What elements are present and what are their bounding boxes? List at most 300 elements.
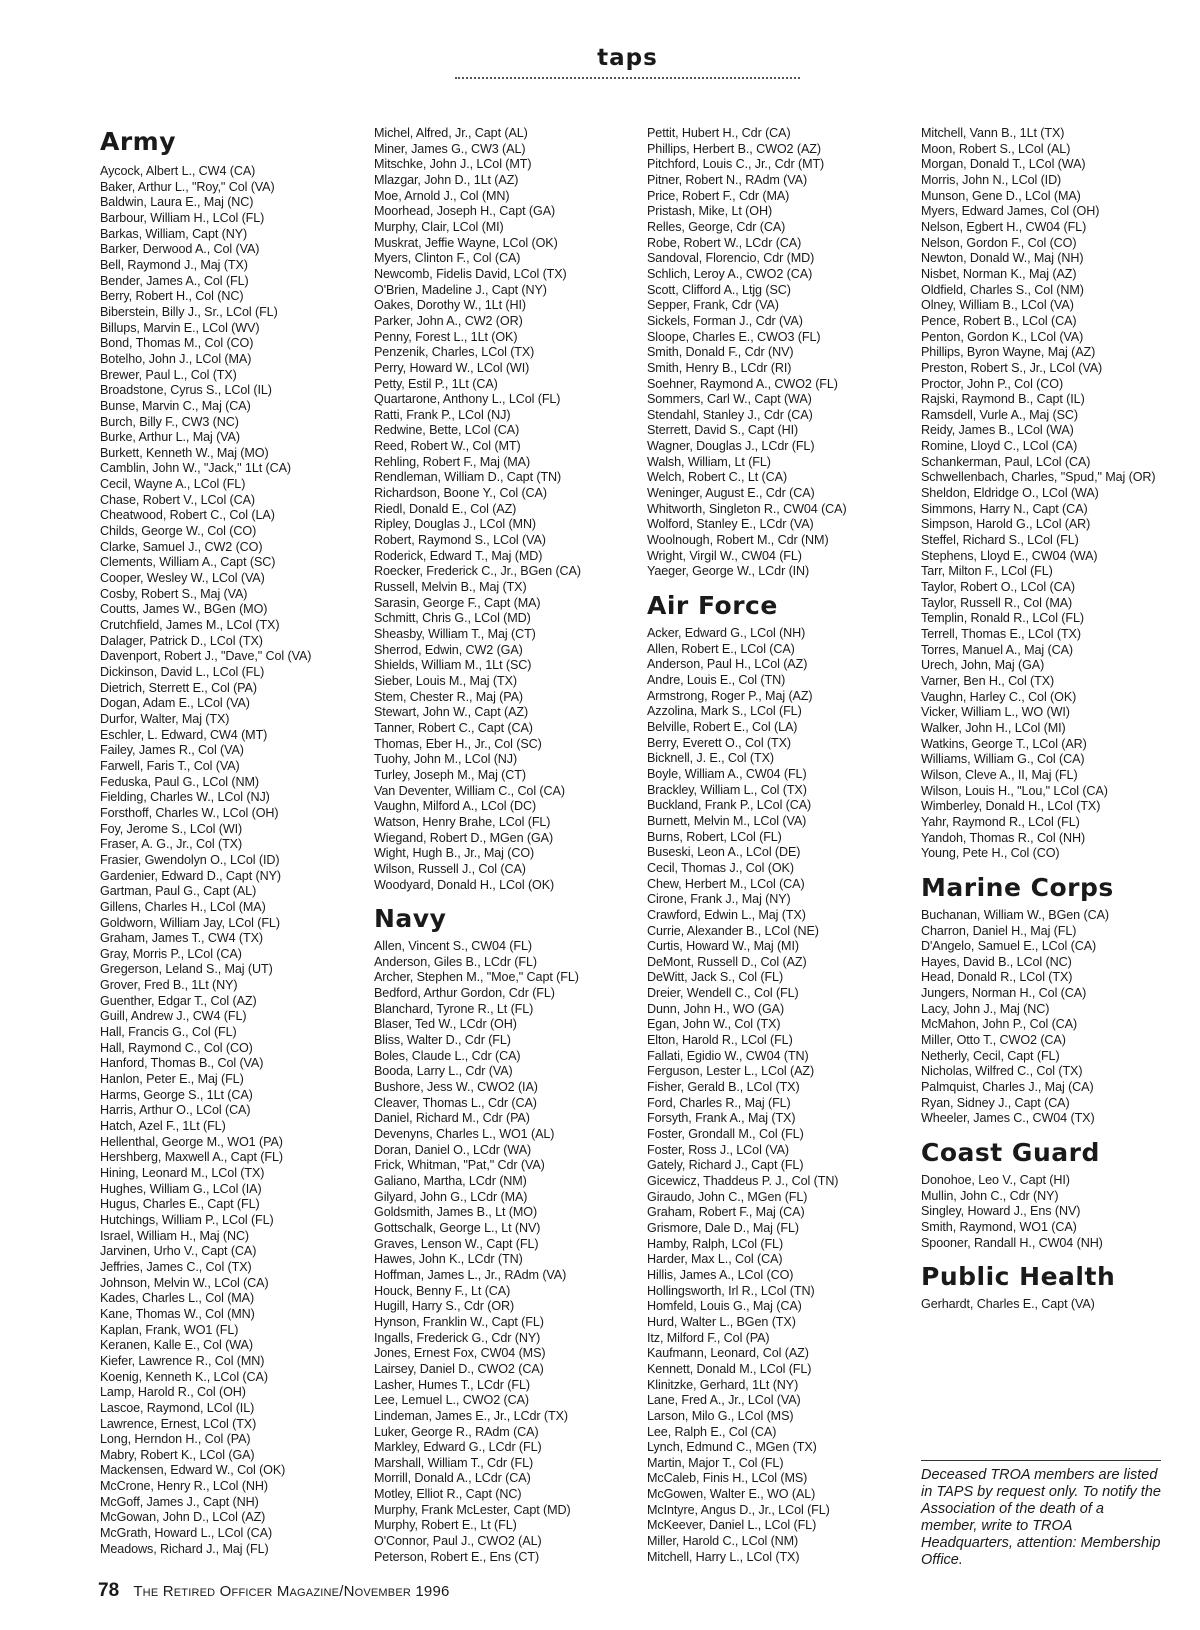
member-entry: Morrill, Donald A., LCdr (CA) — [374, 1471, 531, 1486]
member-entry: Miller, Otto T., CWO2 (CA) — [921, 1033, 1066, 1048]
member-entry: Roderick, Edward T., Maj (MD) — [374, 548, 543, 563]
member-entry: Davenport, Robert J., "Dave," Col (VA) — [100, 649, 312, 664]
member-entry: Sandoval, Florencio, Cdr (MD) — [647, 251, 815, 266]
member-entry: Olney, William B., LCol (VA) — [921, 298, 1074, 313]
member-entry: Hall, Francis G., Col (FL) — [100, 1025, 237, 1040]
member-entry: Riedl, Donald E., Col (AZ) — [374, 501, 517, 516]
member-entry: Walsh, William, Lt (FL) — [647, 454, 771, 469]
member-entry: Gilyard, John G., LCdr (MA) — [374, 1189, 528, 1204]
member-entry: Singley, Howard J., Ens (NV) — [921, 1204, 1081, 1219]
member-entry: Martin, Major T., Col (FL) — [647, 1455, 784, 1470]
member-entry: Van Deventer, William C., Col (CA) — [374, 783, 565, 798]
member-entry: Feduska, Paul G., LCol (NM) — [100, 774, 259, 789]
member-entry: Petty, Estil P., 1Lt (CA) — [374, 376, 498, 391]
member-entry: Bliss, Walter D., Cdr (FL) — [374, 1033, 511, 1048]
member-entry: Miller, Harold C., LCol (NM) — [647, 1534, 799, 1549]
member-entry: Gately, Richard J., Capt (FL) — [647, 1158, 804, 1173]
section-continued — [647, 126, 897, 580]
member-entry: McGowen, Walter E., WO (AL) — [647, 1487, 816, 1502]
member-entry: Nisbet, Norman K., Maj (AZ) — [921, 266, 1077, 281]
member-entry: Hutchings, William P., LCol (FL) — [100, 1212, 274, 1227]
member-entry: Keranen, Kalle E., Col (WA) — [100, 1338, 253, 1353]
member-entry: Reidy, James B., LCol (WA) — [921, 423, 1074, 438]
member-entry: Mitchell, Vann B., 1Lt (TX) — [921, 126, 1065, 140]
member-entry: Fielding, Charles W., LCol (NJ) — [100, 790, 270, 805]
member-entry: Smith, Henry B., LCdr (RI) — [647, 360, 792, 375]
member-entry: Myers, Edward James, Col (OH) — [921, 204, 1100, 219]
member-entry: Bond, Thomas M., Col (CO) — [100, 336, 254, 351]
member-entry: Mitchell, Harry L., LCol (TX) — [647, 1549, 800, 1564]
member-entry: Murphy, Clair, LCol (MI) — [374, 219, 504, 234]
member-entry: Childs, George W., Col (CO) — [100, 524, 257, 539]
member-entry: Goldworn, William Jay, LCol (FL) — [100, 915, 280, 930]
page-title: taps — [597, 45, 658, 71]
member-entry: Crutchfield, James M., LCol (TX) — [100, 618, 280, 633]
member-entry: Bushore, Jess W., CWO2 (IA) — [374, 1080, 538, 1095]
page-header — [455, 44, 800, 79]
member-entry: Young, Pete H., Col (CO) — [921, 846, 1060, 861]
member-entry: Sickels, Forman J., Cdr (VA) — [647, 313, 803, 328]
member-entry: Berry, Robert H., Col (NC) — [100, 289, 244, 304]
member-entry: Lane, Fred A., Jr., LCol (VA) — [647, 1393, 801, 1408]
member-entry: Stendahl, Stanley J., Cdr (CA) — [647, 407, 813, 422]
member-entry: Reed, Robert W., Col (MT) — [374, 439, 521, 454]
member-entry: Rendleman, William D., Capt (TN) — [374, 470, 562, 485]
member-entry: Pence, Robert B., LCol (CA) — [921, 313, 1077, 328]
member-entry: Gicewicz, Thaddeus P. J., Col (TN) — [647, 1174, 839, 1188]
member-entry: Weninger, August E., Cdr (CA) — [647, 486, 815, 501]
member-entry: Terrell, Thomas E., LCol (TX) — [921, 627, 1081, 641]
member-entry: Yaeger, George W., LCdr (IN) — [647, 564, 810, 579]
section-navy — [374, 905, 624, 1565]
member-entry: McGowan, John D., LCol (AZ) — [100, 1510, 266, 1525]
member-entry: Dogan, Adam E., LCol (VA) — [100, 696, 250, 711]
member-entry: Price, Robert F., Cdr (MA) — [647, 188, 790, 203]
member-entry: Ford, Charles R., Maj (FL) — [647, 1095, 791, 1110]
member-entry: Grismore, Dale D., Maj (FL) — [647, 1220, 799, 1235]
member-entry: Parker, John A., CW2 (OR) — [374, 313, 523, 328]
member-entry: Urech, John, Maj (GA) — [921, 658, 1045, 673]
member-entry: Sheldon, Eldridge O., LCol (WA) — [921, 486, 1099, 501]
member-entry: Guenther, Edgar T., Col (AZ) — [100, 993, 257, 1008]
section-heading: Marine Corps — [921, 872, 1114, 902]
member-entry: Tarr, Milton F., LCol (FL) — [921, 564, 1053, 579]
member-entry: Burke, Arthur L., Maj (VA) — [100, 430, 240, 445]
member-entry: Pettit, Hubert H., Cdr (CA) — [647, 126, 791, 140]
section-heading: Coast Guard — [921, 1138, 1100, 1168]
member-entry: Bunse, Marvin C., Maj (CA) — [100, 398, 251, 413]
member-entry: Pristash, Mike, Lt (OH) — [647, 204, 773, 219]
member-entry: Gillens, Charles H., LCol (MA) — [100, 899, 266, 914]
member-entry: Redwine, Bette, LCol (CA) — [374, 423, 520, 438]
member-entry: Gregerson, Leland S., Maj (UT) — [100, 962, 273, 977]
member-entry: Jones, Ernest Fox, CW04 (MS) — [374, 1346, 546, 1361]
member-entry: Graham, James T., CW4 (TX) — [100, 931, 264, 946]
member-entry: Anderson, Paul H., LCol (AZ) — [647, 657, 808, 672]
member-entry: Cooper, Wesley W., LCol (VA) — [100, 571, 265, 586]
member-entry: Wimberley, Donald H., LCol (TX) — [921, 799, 1101, 814]
member-entry: Walker, John H., LCol (MI) — [921, 720, 1066, 735]
member-entry: Doran, Daniel O., LCdr (WA) — [374, 1142, 532, 1157]
member-entry: Hall, Raymond C., Col (CO) — [100, 1040, 253, 1055]
member-entry: Anderson, Giles B., LCdr (FL) — [374, 954, 537, 969]
member-entry: Motley, Elliot R., Capt (NC) — [374, 1487, 522, 1502]
member-entry: Spooner, Randall H., CW04 (NH) — [921, 1235, 1103, 1250]
member-entry: Tuohy, John M., LCol (NJ) — [374, 752, 518, 767]
member-entry: Cecil, Thomas J., Col (OK) — [647, 860, 794, 875]
member-entry: Cheatwood, Robert C., Col (LA) — [100, 508, 275, 523]
member-entry: Hanlon, Peter E., Maj (FL) — [100, 1072, 244, 1087]
member-entry: Myers, Clinton F., Col (CA) — [374, 251, 521, 266]
member-entry: Ratti, Frank P., LCol (NJ) — [374, 407, 511, 422]
member-entry: DeMont, Russell D., Col (AZ) — [647, 954, 807, 969]
member-entry: Burch, Billy F., CW3 (NC) — [100, 414, 239, 429]
member-entry: Hamby, Ralph, LCol (FL) — [647, 1236, 784, 1251]
section-continued — [921, 126, 1196, 862]
member-entry: Preston, Robert S., Jr., LCol (VA) — [921, 360, 1103, 375]
member-entry: Miner, James G., CW3 (AL) — [374, 141, 526, 156]
member-entry: Harris, Arthur O., LCol (CA) — [100, 1103, 251, 1118]
page-number: 78 — [98, 1580, 120, 1601]
member-entry: Graham, Robert F., Maj (CA) — [647, 1205, 805, 1220]
member-entry: Yandoh, Thomas R., Col (NH) — [921, 830, 1086, 845]
member-entry: O'Connor, Paul J., CWO2 (AL) — [374, 1534, 542, 1549]
member-entry: Boyle, William A., CW04 (FL) — [647, 766, 807, 781]
member-entry: Woolnough, Robert M., Cdr (NM) — [647, 533, 829, 548]
member-entry: Rajski, Raymond B., Capt (IL) — [921, 392, 1085, 407]
member-entry: Watson, Henry Brahe, LCol (FL) — [374, 814, 551, 829]
member-entry: Kiefer, Lawrence R., Col (MN) — [100, 1353, 265, 1368]
member-entry: Hoffman, James L., Jr., RAdm (VA) — [374, 1267, 567, 1282]
member-entry: Larson, Milo G., LCol (MS) — [647, 1408, 794, 1423]
member-entry: Welch, Robert C., Lt (CA) — [647, 470, 788, 485]
member-entry: Munson, Gene D., LCol (MA) — [921, 188, 1081, 203]
member-entry: Muskrat, Jeffie Wayne, LCol (OK) — [374, 235, 558, 250]
member-entry: Scott, Clifford A., Ltjg (SC) — [647, 282, 791, 297]
member-entry: Wilson, Russell J., Col (CA) — [374, 861, 526, 876]
member-entry: Egan, John W., Col (TX) — [647, 1017, 781, 1032]
member-entry: Buckland, Frank P., LCol (CA) — [647, 798, 812, 813]
member-entry: Whitworth, Singleton R., CW04 (CA) — [647, 501, 847, 516]
member-entry: Cecil, Wayne A., LCol (FL) — [100, 477, 246, 492]
member-entry: Coutts, James W., BGen (MO) — [100, 602, 268, 617]
member-entry: Simmons, Harry N., Capt (CA) — [921, 501, 1088, 516]
member-entry: Gerhardt, Charles E., Capt (VA) — [921, 1297, 1095, 1312]
member-entry: Wheeler, James C., CW04 (TX) — [921, 1111, 1095, 1126]
member-entry: McGrath, Howard L., LCol (CA) — [100, 1526, 273, 1541]
member-entry: Kaufmann, Leonard, Col (AZ) — [647, 1346, 809, 1361]
member-entry: Giraudo, John C., MGen (FL) — [647, 1189, 808, 1204]
member-entry: Sieber, Louis M., Maj (TX) — [374, 673, 517, 688]
member-entry: Wilson, Louis H., "Lou," LCol (CA) — [921, 783, 1108, 798]
member-entry: Schankerman, Paul, LCol (CA) — [921, 454, 1091, 469]
member-entry: Soehner, Raymond A., CWO2 (FL) — [647, 376, 838, 391]
member-entry: Lawrence, Ernest, LCol (TX) — [100, 1416, 257, 1431]
member-entry: Tanner, Robert C., Capt (CA) — [374, 720, 533, 735]
member-entry: Ryan, Sidney J., Capt (CA) — [921, 1095, 1070, 1110]
member-entry: Nelson, Gordon F., Col (CO) — [921, 235, 1077, 250]
member-entry: Yahr, Raymond R., LCol (FL) — [921, 814, 1080, 829]
member-entry: Wiegand, Robert D., MGen (GA) — [374, 830, 554, 845]
member-entry: Belville, Robert E., Col (LA) — [647, 719, 798, 734]
member-entry: Acker, Edward G., LCol (NH) — [647, 626, 806, 641]
member-entry: Farwell, Faris T., Col (VA) — [100, 758, 240, 773]
member-entry: Burkett, Kenneth W., Maj (MO) — [100, 445, 269, 460]
member-entry: McMahon, John P., Col (CA) — [921, 1017, 1078, 1032]
member-entry: Cirone, Frank J., Maj (NY) — [647, 892, 791, 907]
member-entry: Chase, Robert V., LCol (CA) — [100, 492, 256, 507]
member-entry: Woodyard, Donald H., LCol (OK) — [374, 877, 555, 892]
member-entry: Homfeld, Louis G., Maj (CA) — [647, 1299, 802, 1314]
member-entry: Forsyth, Frank A., Maj (TX) — [647, 1111, 796, 1126]
member-entry: Robert, Raymond S., LCol (VA) — [374, 533, 546, 548]
member-entry: Klinitzke, Gerhard, 1Lt (NY) — [647, 1377, 799, 1392]
member-entry: Watkins, George T., LCol (AR) — [921, 736, 1087, 751]
member-entry: Lee, Ralph E., Col (CA) — [647, 1424, 777, 1439]
member-entry: Billups, Marvin E., LCol (WV) — [100, 320, 260, 335]
member-entry: Jeffries, James C., Col (TX) — [100, 1259, 252, 1274]
member-entry: Houck, Benny F., Lt (CA) — [374, 1283, 511, 1298]
member-entry: Charron, Daniel H., Maj (FL) — [921, 923, 1077, 938]
member-entry: Foy, Jerome S., LCol (WI) — [100, 821, 243, 836]
member-entry: Dunn, John H., WO (GA) — [647, 1001, 785, 1016]
member-entry: Meadows, Richard J., Maj (FL) — [100, 1541, 269, 1556]
member-entry: Azzolina, Mark S., LCol (FL) — [647, 704, 802, 719]
member-entry: Clarke, Samuel J., CW2 (CO) — [100, 539, 263, 554]
column-2 — [374, 126, 624, 1577]
member-entry: Dreier, Wendell C., Col (FL) — [647, 986, 799, 1001]
member-entry: Thomas, Eber H., Jr., Col (SC) — [374, 736, 542, 751]
member-entry: Grover, Fred B., 1Lt (NY) — [100, 978, 238, 993]
member-entry: Luker, George R., RAdm (CA) — [374, 1424, 539, 1439]
member-entry: Gottschalk, George L., Lt (NV) — [374, 1220, 541, 1235]
section-heading: Air Force — [647, 591, 778, 621]
member-entry: Chew, Herbert M., LCol (CA) — [647, 876, 805, 891]
member-entry: Bedford, Arthur Gordon, Cdr (FL) — [374, 986, 555, 1001]
member-entry: Perry, Howard W., LCol (WI) — [374, 360, 530, 375]
member-entry: Penny, Forest L., 1Lt (OK) — [374, 329, 518, 344]
member-entry: Koenig, Kenneth K., LCol (CA) — [100, 1369, 268, 1384]
member-entry: Hellenthal, George M., WO1 (PA) — [100, 1134, 283, 1149]
member-entry: Mitschke, John J., LCol (MT) — [374, 157, 532, 172]
member-entry: DeWitt, Jack S., Col (FL) — [647, 970, 784, 985]
member-entry: Rehling, Robert F., Maj (MA) — [374, 454, 531, 469]
member-entry: Hershberg, Maxwell A., Capt (FL) — [100, 1150, 283, 1165]
member-entry: Dickinson, David L., LCol (FL) — [100, 665, 265, 679]
member-entry: Ferguson, Lester L., LCol (AZ) — [647, 1064, 815, 1079]
member-entry: Hugill, Harry S., Cdr (OR) — [374, 1299, 515, 1314]
member-entry: Gardenier, Edward D., Capt (NY) — [100, 868, 281, 883]
member-entry: Palmquist, Charles J., Maj (CA) — [921, 1080, 1094, 1095]
member-entry: Nicholas, Wilfred C., Col (TX) — [921, 1064, 1083, 1079]
member-entry: Eschler, L. Edward, CW4 (MT) — [100, 727, 268, 742]
member-entry: Buchanan, William W., BGen (CA) — [921, 907, 1109, 922]
membership-note: Deceased TROA members are listed in TAPS by request only. To notify the Association of the death of a member, write to TROA Headquarters, attention: Membership Office. — [921, 1460, 1161, 1569]
member-entry: Robe, Robert W., LCdr (CA) — [647, 235, 802, 250]
member-entry: Steffel, Richard S., LCol (FL) — [921, 533, 1079, 548]
member-entry: McGoff, James J., Capt (NH) — [100, 1494, 259, 1509]
member-entry: Foster, Grondall M., Col (FL) — [647, 1127, 804, 1142]
member-entry: Crawford, Edwin L., Maj (TX) — [647, 907, 806, 922]
member-entry: Camblin, John W., "Jack," 1Lt (CA) — [100, 461, 292, 476]
member-entry: Long, Herndon H., Col (PA) — [100, 1432, 251, 1447]
member-entry: Botelho, John J., LCol (MA) — [100, 351, 252, 366]
member-entry: Gartman, Paul G., Capt (AL) — [100, 884, 257, 899]
member-entry: Devenyns, Charles L., WO1 (AL) — [374, 1127, 555, 1142]
member-entry: Sommers, Carl W., Capt (WA) — [647, 392, 812, 407]
member-entry: Israel, William H., Maj (NC) — [100, 1228, 250, 1243]
member-entry: Foster, Ross J., LCol (VA) — [647, 1142, 790, 1157]
member-entry: Curtis, Howard W., Maj (MI) — [647, 939, 799, 954]
member-entry: Hughes, William G., LCol (IA) — [100, 1181, 262, 1196]
section-coast-guard — [921, 1139, 1196, 1251]
member-entry: Booda, Larry L., Cdr (VA) — [374, 1064, 513, 1079]
member-entry: Vaughn, Milford A., LCol (DC) — [374, 799, 537, 814]
section-heading: Army — [100, 127, 177, 156]
member-entry: McKeever, Daniel L., LCol (FL) — [647, 1518, 817, 1533]
member-entry: Lasher, Humes T., LCdr (FL) — [374, 1377, 530, 1392]
member-entry: Taylor, Russell R., Col (MA) — [921, 595, 1073, 610]
member-entry: Pitchford, Louis C., Jr., Cdr (MT) — [647, 157, 825, 172]
member-entry: Sepper, Frank, Cdr (VA) — [647, 298, 779, 313]
member-entry: Hanford, Thomas B., Col (VA) — [100, 1056, 264, 1071]
member-entry: Lindeman, James E., Jr., LCdr (TX) — [374, 1408, 568, 1423]
member-entry: Frasier, Gwendolyn O., LCol (ID) — [100, 852, 280, 867]
member-entry: Daniel, Richard M., Cdr (PA) — [374, 1111, 530, 1126]
member-entry: Gray, Morris P., LCol (CA) — [100, 946, 242, 961]
member-entry: Wolford, Stanley E., LCdr (VA) — [647, 517, 814, 532]
member-entry: Allen, Robert E., LCol (CA) — [647, 641, 795, 656]
member-entry: Vicker, William L., WO (WI) — [921, 705, 1070, 720]
member-entry: Lee, Lemuel L., CWO2 (CA) — [374, 1393, 529, 1408]
member-entry: Fallati, Egidio W., CW04 (TN) — [647, 1048, 809, 1063]
member-entry: Nelson, Egbert H., CW04 (FL) — [921, 219, 1087, 234]
member-entry: Dietrich, Sterrett E., Col (PA) — [100, 680, 257, 695]
member-entry: Netherly, Cecil, Capt (FL) — [921, 1048, 1060, 1063]
member-entry: Williams, William G., Col (CA) — [921, 752, 1085, 767]
column-4 — [921, 126, 1196, 1325]
member-entry: Sloope, Charles E., CWO3 (FL) — [647, 329, 821, 344]
section-heading: Navy — [374, 904, 447, 934]
member-entry: Taylor, Robert O., LCol (CA) — [921, 580, 1075, 595]
member-entry: Morris, John N., LCol (ID) — [921, 172, 1062, 187]
member-entry: Russell, Melvin B., Maj (TX) — [374, 580, 527, 595]
section-public-health — [921, 1263, 1196, 1313]
member-entry: Hawes, John K., LCdr (TN) — [374, 1252, 523, 1267]
member-entry: Moorhead, Joseph H., Capt (GA) — [374, 204, 556, 219]
member-entry: Oakes, Dorothy W., 1Lt (HI) — [374, 298, 526, 313]
member-entry: Murphy, Frank McLester, Capt (MD) — [374, 1502, 571, 1517]
member-entry: Hugus, Charles E., Capt (FL) — [100, 1197, 260, 1212]
member-entry: Kennett, Donald M., LCol (FL) — [647, 1361, 812, 1376]
member-entry: Hurd, Walter L., BGen (TX) — [647, 1314, 796, 1329]
member-entry: Lairsey, Daniel D., CWO2 (CA) — [374, 1361, 544, 1376]
member-entry: Kades, Charles L., Col (MA) — [100, 1291, 255, 1306]
member-entry: Broadstone, Cyrus S., LCol (IL) — [100, 383, 272, 398]
member-entry: Lynch, Edmund C., MGen (TX) — [647, 1440, 817, 1455]
member-entry: Ingalls, Frederick G., Cdr (NY) — [374, 1330, 541, 1345]
member-entry: Burns, Robert, LCol (FL) — [647, 829, 782, 844]
member-entry: Elton, Harold R., LCol (FL) — [647, 1033, 793, 1048]
member-entry: Schwellenbach, Charles, "Spud," Maj (OR) — [921, 470, 1156, 485]
member-entry: Bicknell, J. E., Col (TX) — [647, 751, 774, 766]
member-entry: Marshall, William T., Cdr (FL) — [374, 1455, 534, 1470]
member-entry: Romine, Lloyd C., LCol (CA) — [921, 439, 1078, 454]
member-entry: O'Brien, Madeline J., Capt (NY) — [374, 282, 547, 297]
member-entry: Currie, Alexander B., LCol (NE) — [647, 923, 819, 938]
member-entry: Moon, Robert S., LCol (AL) — [921, 141, 1071, 156]
member-entry: Berry, Everett O., Col (TX) — [647, 735, 792, 750]
member-entry: Hatch, Azel F., 1Lt (FL) — [100, 1119, 226, 1134]
member-entry: Varner, Ben H., Col (TX) — [921, 673, 1055, 688]
member-entry: McIntyre, Angus D., Jr., LCol (FL) — [647, 1502, 830, 1517]
member-entry: Penzenik, Charles, LCol (TX) — [374, 345, 535, 360]
member-entry: Allen, Vincent S., CW04 (FL) — [374, 939, 532, 954]
section-continued — [374, 126, 624, 893]
column-3 — [647, 126, 897, 1577]
member-entry: McCrone, Henry R., LCol (NH) — [100, 1479, 268, 1494]
member-entry: Sterrett, David S., Capt (HI) — [647, 423, 799, 438]
member-entry: Bender, James A., Col (FL) — [100, 273, 249, 288]
member-entry: Barkas, William, Capt (NY) — [100, 226, 248, 241]
member-entry: Mackensen, Edward W., Col (OK) — [100, 1463, 286, 1478]
member-entry: Markley, Edward G., LCdr (FL) — [374, 1440, 542, 1455]
member-entry: Mullin, John C., Cdr (NY) — [921, 1188, 1059, 1203]
member-entry: Buseski, Leon A., LCol (DE) — [647, 845, 801, 860]
member-entry: Aycock, Albert L., CW4 (CA) — [100, 164, 256, 178]
member-entry: Oldfield, Charles S., Col (NM) — [921, 282, 1084, 297]
member-entry: Armstrong, Roger P., Maj (AZ) — [647, 688, 813, 703]
member-entry: Richardson, Boone Y., Col (CA) — [374, 486, 547, 501]
member-entry: Burnett, Melvin M., LCol (VA) — [647, 813, 807, 828]
member-entry: Galiano, Martha, LCdr (NM) — [374, 1174, 527, 1188]
member-entry: Ramsdell, Vurle A., Maj (SC) — [921, 407, 1078, 422]
member-entry: Guill, Andrew J., CW4 (FL) — [100, 1009, 247, 1024]
member-entry: Biberstein, Billy J., Sr., LCol (FL) — [100, 304, 278, 319]
member-entry: Mlazgar, John D., 1Lt (AZ) — [374, 172, 519, 187]
member-entry: Johnson, Melvin W., LCol (CA) — [100, 1275, 269, 1290]
member-entry: Hayes, David B., LCol (NC) — [921, 954, 1072, 969]
section-air-force — [647, 592, 897, 1565]
member-entry: Stewart, John W., Capt (AZ) — [374, 705, 529, 720]
member-entry: Newton, Donald W., Maj (NH) — [921, 251, 1084, 266]
member-entry: Murphy, Robert E., Lt (FL) — [374, 1518, 517, 1533]
member-entry: Itz, Milford F., Col (PA) — [647, 1330, 770, 1345]
member-entry: Schmitt, Chris G., LCol (MD) — [374, 611, 531, 626]
member-entry: Head, Donald R., LCol (TX) — [921, 970, 1073, 985]
member-entry: Moe, Arnold J., Col (MN) — [374, 188, 510, 203]
member-entry: Frick, Whitman, "Pat," Cdr (VA) — [374, 1158, 545, 1173]
member-entry: Brewer, Paul L., Col (TX) — [100, 367, 237, 382]
member-entry: Quartarone, Anthony L., LCol (FL) — [374, 392, 561, 407]
member-entry: Jungers, Norman H., Col (CA) — [921, 986, 1087, 1001]
member-entry: Harder, Max L., Col (CA) — [647, 1252, 783, 1267]
member-entry: Dalager, Patrick D., LCol (TX) — [100, 633, 263, 648]
member-entry: Hynson, Franklin W., Capt (FL) — [374, 1314, 544, 1329]
member-entry: Wilson, Cleve A., II, Maj (FL) — [921, 767, 1078, 782]
member-entry: Smith, Donald F., Cdr (NV) — [647, 345, 794, 360]
member-entry: Sheasby, William T., Maj (CT) — [374, 627, 536, 641]
member-entry: Proctor, John P., Col (CO) — [921, 376, 1064, 391]
member-entry: Cleaver, Thomas L., Cdr (CA) — [374, 1095, 537, 1110]
member-entry: Archer, Stephen M., "Moe," Capt (FL) — [374, 970, 579, 985]
member-entry: Templin, Ronald R., LCol (FL) — [921, 611, 1084, 626]
member-entry: Kane, Thomas W., Col (MN) — [100, 1306, 255, 1321]
member-entry: Jarvinen, Urho V., Capt (CA) — [100, 1244, 257, 1259]
member-entry: Failey, James R., Col (VA) — [100, 743, 244, 758]
column-1 — [100, 126, 350, 1569]
member-entry: McCaleb, Finis H., LCol (MS) — [647, 1471, 808, 1486]
